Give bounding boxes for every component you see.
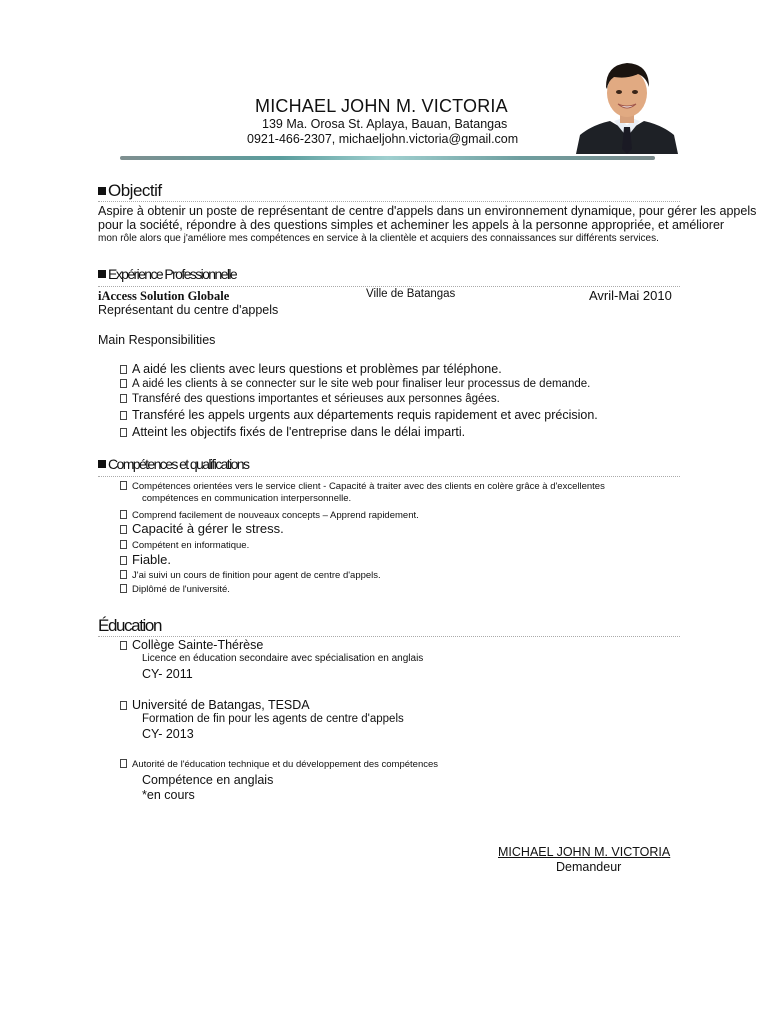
- objective-line-1: Aspire à obtenir un poste de représentant de centre d'appels dans un environnement dynamique, pour gérer les appels: [98, 204, 757, 218]
- list-item: [120, 584, 230, 595]
- list-item-text: Compétences orientées vers le service client - Capacité à traiter avec des clients en colère grâce à d'excellentes: [132, 481, 605, 492]
- skills-title: Compétences et qualifications: [108, 456, 249, 472]
- checkbox-bullet-icon: [120, 540, 127, 549]
- signature-name: MICHAEL JOHN M. VICTORIA: [498, 845, 671, 859]
- checkbox-bullet-icon: [120, 570, 127, 579]
- signature-role: Demandeur: [556, 860, 622, 874]
- list-item: [120, 393, 500, 405]
- responsibilities-title: Main Responsibilities: [98, 333, 216, 347]
- checkbox-bullet-icon: [120, 379, 127, 388]
- section-separator: [98, 286, 680, 287]
- list-item: [120, 378, 590, 390]
- checkbox-bullet-icon: [120, 394, 127, 403]
- education-school: [120, 638, 263, 652]
- checkbox-bullet-icon: [120, 584, 127, 593]
- objective-title: Objectif: [108, 181, 162, 200]
- list-item: [120, 425, 465, 439]
- company-location: Ville de Batangas: [366, 288, 456, 300]
- list-item: [120, 481, 605, 492]
- list-item-text: Transféré les appels urgents aux départements requis rapidement et avec précision.: [132, 408, 598, 422]
- objective-line-2: pour la société, répondre à des questions simples et acheminer les appels à la personne appropriée, et améliorer: [98, 218, 725, 232]
- square-bullet-icon: [98, 187, 106, 195]
- experience-title: Expérience Professionnelle: [108, 266, 237, 282]
- position-title: Représentant du centre d'appels: [98, 303, 279, 317]
- education-detail: Compétence en anglais: [142, 773, 274, 787]
- checkbox-bullet-icon: [120, 510, 127, 519]
- list-item-text: Fiable.: [132, 552, 172, 567]
- header-divider: [120, 156, 655, 160]
- contact-line: 0921-466-2307, michaeljohn.victoria@gmail.com: [247, 132, 519, 146]
- education-heading: Éducation: [98, 616, 162, 635]
- skills-heading: [98, 456, 248, 472]
- list-item: [120, 552, 171, 567]
- square-bullet-icon: [98, 270, 106, 278]
- company-name: iAccess Solution Globale: [98, 289, 230, 303]
- address: 139 Ma. Orosa St. Aplaya, Bauan, Batangas: [262, 117, 508, 131]
- checkbox-bullet-icon: [120, 365, 127, 374]
- list-item-text: A aidé les clients avec leurs questions et problèmes par téléphone.: [132, 362, 502, 376]
- experience-heading: [98, 266, 236, 282]
- school-name: Collège Sainte-Thérèse: [132, 638, 264, 652]
- checkbox-bullet-icon: [120, 641, 127, 650]
- school-name: Autorité de l'éducation technique et du développement des compétences: [132, 759, 439, 770]
- section-separator: [98, 201, 680, 202]
- list-item: [120, 510, 419, 521]
- employment-dates: Avril-Mai 2010: [589, 288, 672, 303]
- section-separator: [98, 476, 680, 477]
- education-detail: Licence en éducation secondaire avec spécialisation en anglais: [142, 653, 424, 664]
- education-detail: Formation de fin pour les agents de centre d'appels: [142, 713, 404, 725]
- section-separator: [98, 636, 680, 637]
- list-item-continuation: compétences en communication interpersonnelle.: [142, 493, 352, 504]
- checkbox-bullet-icon: [120, 759, 127, 768]
- applicant-name: MICHAEL JOHN M. VICTORIA: [255, 96, 508, 116]
- checkbox-bullet-icon: [120, 701, 127, 710]
- list-item-text: J'ai suivi un cours de finition pour agent de centre d'appels.: [132, 570, 381, 581]
- objective-heading: [98, 181, 162, 201]
- list-item: [120, 570, 381, 581]
- list-item-text: Comprend facilement de nouveaux concepts – Apprend rapidement.: [132, 510, 419, 521]
- checkbox-bullet-icon: [120, 525, 127, 534]
- checkbox-bullet-icon: [120, 411, 127, 420]
- education-year: *en cours: [142, 788, 195, 802]
- education-year: CY- 2013: [142, 727, 194, 741]
- list-item: [120, 521, 284, 536]
- list-item-text: Atteint les objectifs fixés de l'entreprise dans le délai imparti.: [132, 425, 466, 439]
- checkbox-bullet-icon: [120, 428, 127, 437]
- list-item-text: Diplômé de l'université.: [132, 584, 230, 595]
- list-item: [120, 540, 249, 551]
- list-item-text: Compétent en informatique.: [132, 540, 250, 551]
- square-bullet-icon: [98, 460, 106, 468]
- profile-photo: [576, 57, 678, 154]
- list-item-text: A aidé les clients à se connecter sur le site web pour finaliser leur processus de demande.: [132, 378, 591, 390]
- school-name: Université de Batangas, TESDA: [132, 698, 310, 712]
- objective-line-3: mon rôle alors que j'améliore mes compétences en service à la clientèle et acquiers des connaissances sur différents services.: [98, 233, 659, 244]
- list-item-text: Capacité à gérer le stress.: [132, 521, 284, 536]
- list-item-text: Transféré des questions importantes et sérieuses aux personnes âgées.: [132, 393, 500, 405]
- checkbox-bullet-icon: [120, 556, 127, 565]
- education-school: [120, 759, 438, 770]
- list-item: [120, 408, 598, 422]
- education-school: [120, 698, 310, 712]
- education-year: CY- 2011: [142, 667, 193, 681]
- list-item: [120, 362, 502, 376]
- checkbox-bullet-icon: [120, 481, 127, 490]
